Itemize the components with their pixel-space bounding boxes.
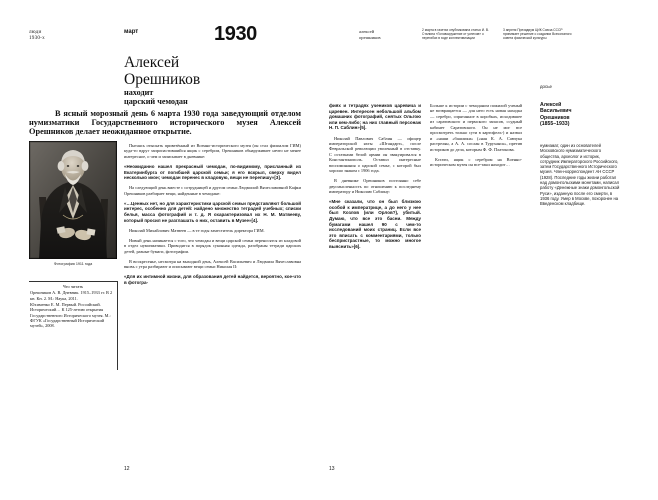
portrait-photo-image <box>29 141 117 259</box>
dossier-name-line2: Васильевич <box>540 108 572 115</box>
dossier-name-line3: Орешников <box>540 114 570 121</box>
dossier-name <box>540 102 571 127</box>
further-reading-box <box>29 281 118 370</box>
kicker-left-line1: люди <box>29 29 42 35</box>
dossier-label: досье <box>540 84 552 89</box>
article-subtitle-line2: царский чемодан <box>124 97 188 107</box>
body-quote: фиях и тетрадях учеников царевича и царевен. Интересен небольшой альбом домашних фотографий, снятых Ольгою или кем-либо; на них главный персонаж Н. П. Саблин»[5]. <box>329 103 421 131</box>
issue-month: март <box>124 29 139 35</box>
kicker-left-line2: 1930-х <box>29 35 45 42</box>
further-reading-title: Что читать <box>62 284 84 289</box>
issue-year: 1930 <box>214 23 257 45</box>
further-reading-item-2: Юхименко Е. М. Первый. Российский. Исторический… К 125-летию открытия Государственного Исторического музея. М.: ФГУК «Государственный Исторический музей», 2008. <box>30 302 111 329</box>
right-body-column-2 <box>430 103 522 172</box>
right-body-column-1 <box>329 103 421 254</box>
portrait-photo-caption: Фотография 1911 года <box>53 262 93 266</box>
body-para: Николай Павлович Саблин — офицер императорской яхты «Штандарт», после Февральской революции уволенный в отставку. С остатками белой армии он эвакуировался в Константинополь. Оставил интересные воспоминания о царской семье, с которой был хорошо знаком с 1906 года. <box>329 135 421 174</box>
body-para: Кстати, ящик с серебром на Военно-историческом музея он все-таки находит… <box>430 156 522 168</box>
body-quote: «Для их интимной жизни, для образования детей найдется, вероятно, кое-что в фотогра- <box>124 274 301 285</box>
kicker-right-line2: орешников <box>359 34 381 40</box>
portrait-photo <box>29 141 117 259</box>
further-reading-item-1: Орешников А. В. Дневник. 1915–1933 гг. В 2 кн. Кн. 2. М.: Наука, 2011. <box>30 290 113 301</box>
article-title-line1: Алексей <box>124 54 180 71</box>
article-subtitle-line1: находит <box>124 88 154 97</box>
body-quote: «Мне сказали, что он был близкою особой к императрице, а до него у нее был Козлов (или Орлов?), убитый. Думаю, что все это басни. Между бумагами нашел 90 с чем-то исследований моих страниц. Если все это вписать с комментариями, только беспристрастные, то можно многое выяснить»[6]. <box>329 199 421 250</box>
kicker-right-line1: алексей <box>359 29 375 34</box>
dossier-name-line4: (1855–1933) <box>540 120 570 127</box>
article-title <box>124 55 200 88</box>
article-lede: В ясный морозный день 6 марта 1930 года заведующий отделом нумизматики Государственного исторического музея Алексей Орешников делает неожиданное открытие. <box>29 109 301 136</box>
folio-left: 12 <box>124 466 130 472</box>
body-quote: «…Ценных нет, но для характеристики царской семьи представляют большой интерес, особенно для детей: найдено множество тетрадей учебных; списки белья, масса фотографий и т. д. Я охарактеризовал их Н. М. Матвееву, который просил не разглашать о них, оставить в Музее»[4]. <box>124 200 301 223</box>
body-para: На следующий день вместе с сотрудницей и другом семьи Людмилой Вячеславовной Кафки Орешников разбирает вещи, найденные в чемодане: <box>124 185 301 196</box>
kicker-left <box>29 29 45 41</box>
body-para: В воскресенье, несмотря на выходной день, Алексей Васильевич и Людмила Вячеславовна вновь с утра разбирают и описывают вещи семьи Николая II: <box>124 258 301 270</box>
left-body-column <box>124 143 301 290</box>
body-para: Пытаясь отыскать привезённый из Военно-исторического музея (он стал филиалом ГИМ) куда-то вдруг запропастившийся ящик с серебром, Орешников обнаруживает нечто не менее интересное, о чем и записывает в дневнике: <box>124 143 301 159</box>
body-para: Новый день начинается с того, что чемодан и вещи царской семьи переносятся из кладовой в отдел нумизматики. Приводятся в порядок суконная одежда, разобраны тетради царских детей, разные бумаги, фотографии. <box>124 237 301 254</box>
body-quote: «Неожиданно нашел прекрасный чемодан, по-видимому, присланный из Екатеринбурга от погибшей царской семьи; я его вскрыл, сверху видел несколько икон; чемодан перенес в кладовую, вещи не перепишу»[3]. <box>124 163 301 181</box>
timeline-note-1: 2 марта в газетах опубликована статья И. В. Сталина «Головокружение от успехов» о перегибах в ходе коллективизации <box>422 28 489 41</box>
article-title-line2: Орешников <box>124 70 201 88</box>
folio-right: 13 <box>329 466 335 472</box>
body-para: Николай Михайлович Матвеев — в те годы заместитель директора ГИМ. <box>129 227 265 233</box>
body-para: Больше к истории с чемоданом пожилой ученый не возвращается — для него есть новая находка — серебро, спрятанное в коробках, исходившее из саратовского и пермского запасов, ссудный кабинет Саратовского. Он не мог все просмотреть только сути в картофель-) и назвал и «наши «башлики» («ная К. А. Савчука растрелян, а А. А. сослан в Туруханск», претив историков до дела, которым Ф. Ф. Платонова. <box>430 103 522 152</box>
article-subtitle <box>124 88 188 107</box>
timeline-note-2: 3 апреля Президиум ЦИК Союза СССР принимает решение о создании Всесоюзного совета физической культуры <box>503 28 572 41</box>
page-right <box>329 0 658 500</box>
body-para: В дневнике Орешников постоянно себе двусмысленность по отношению к последнему императору и Николаю Саблину: <box>329 178 421 195</box>
dossier-body: нумизмат, один из основателей Московского нумизматического общества, археолог и историк, сотрудник Императорского Российского, затем Государственного Исторического музея. Член-корреспондент АН СССР (1928). Последние годы жизни работал над домонгольскими монетами, написал работу «Денежные знаки домонгольской Руси», изданную после его смерти, в 1936 году. Умер в Москве, похоронен на Введенском кладбище. <box>540 143 620 207</box>
dossier-name-line1: Алексей <box>540 102 562 108</box>
kicker-right <box>359 29 381 40</box>
